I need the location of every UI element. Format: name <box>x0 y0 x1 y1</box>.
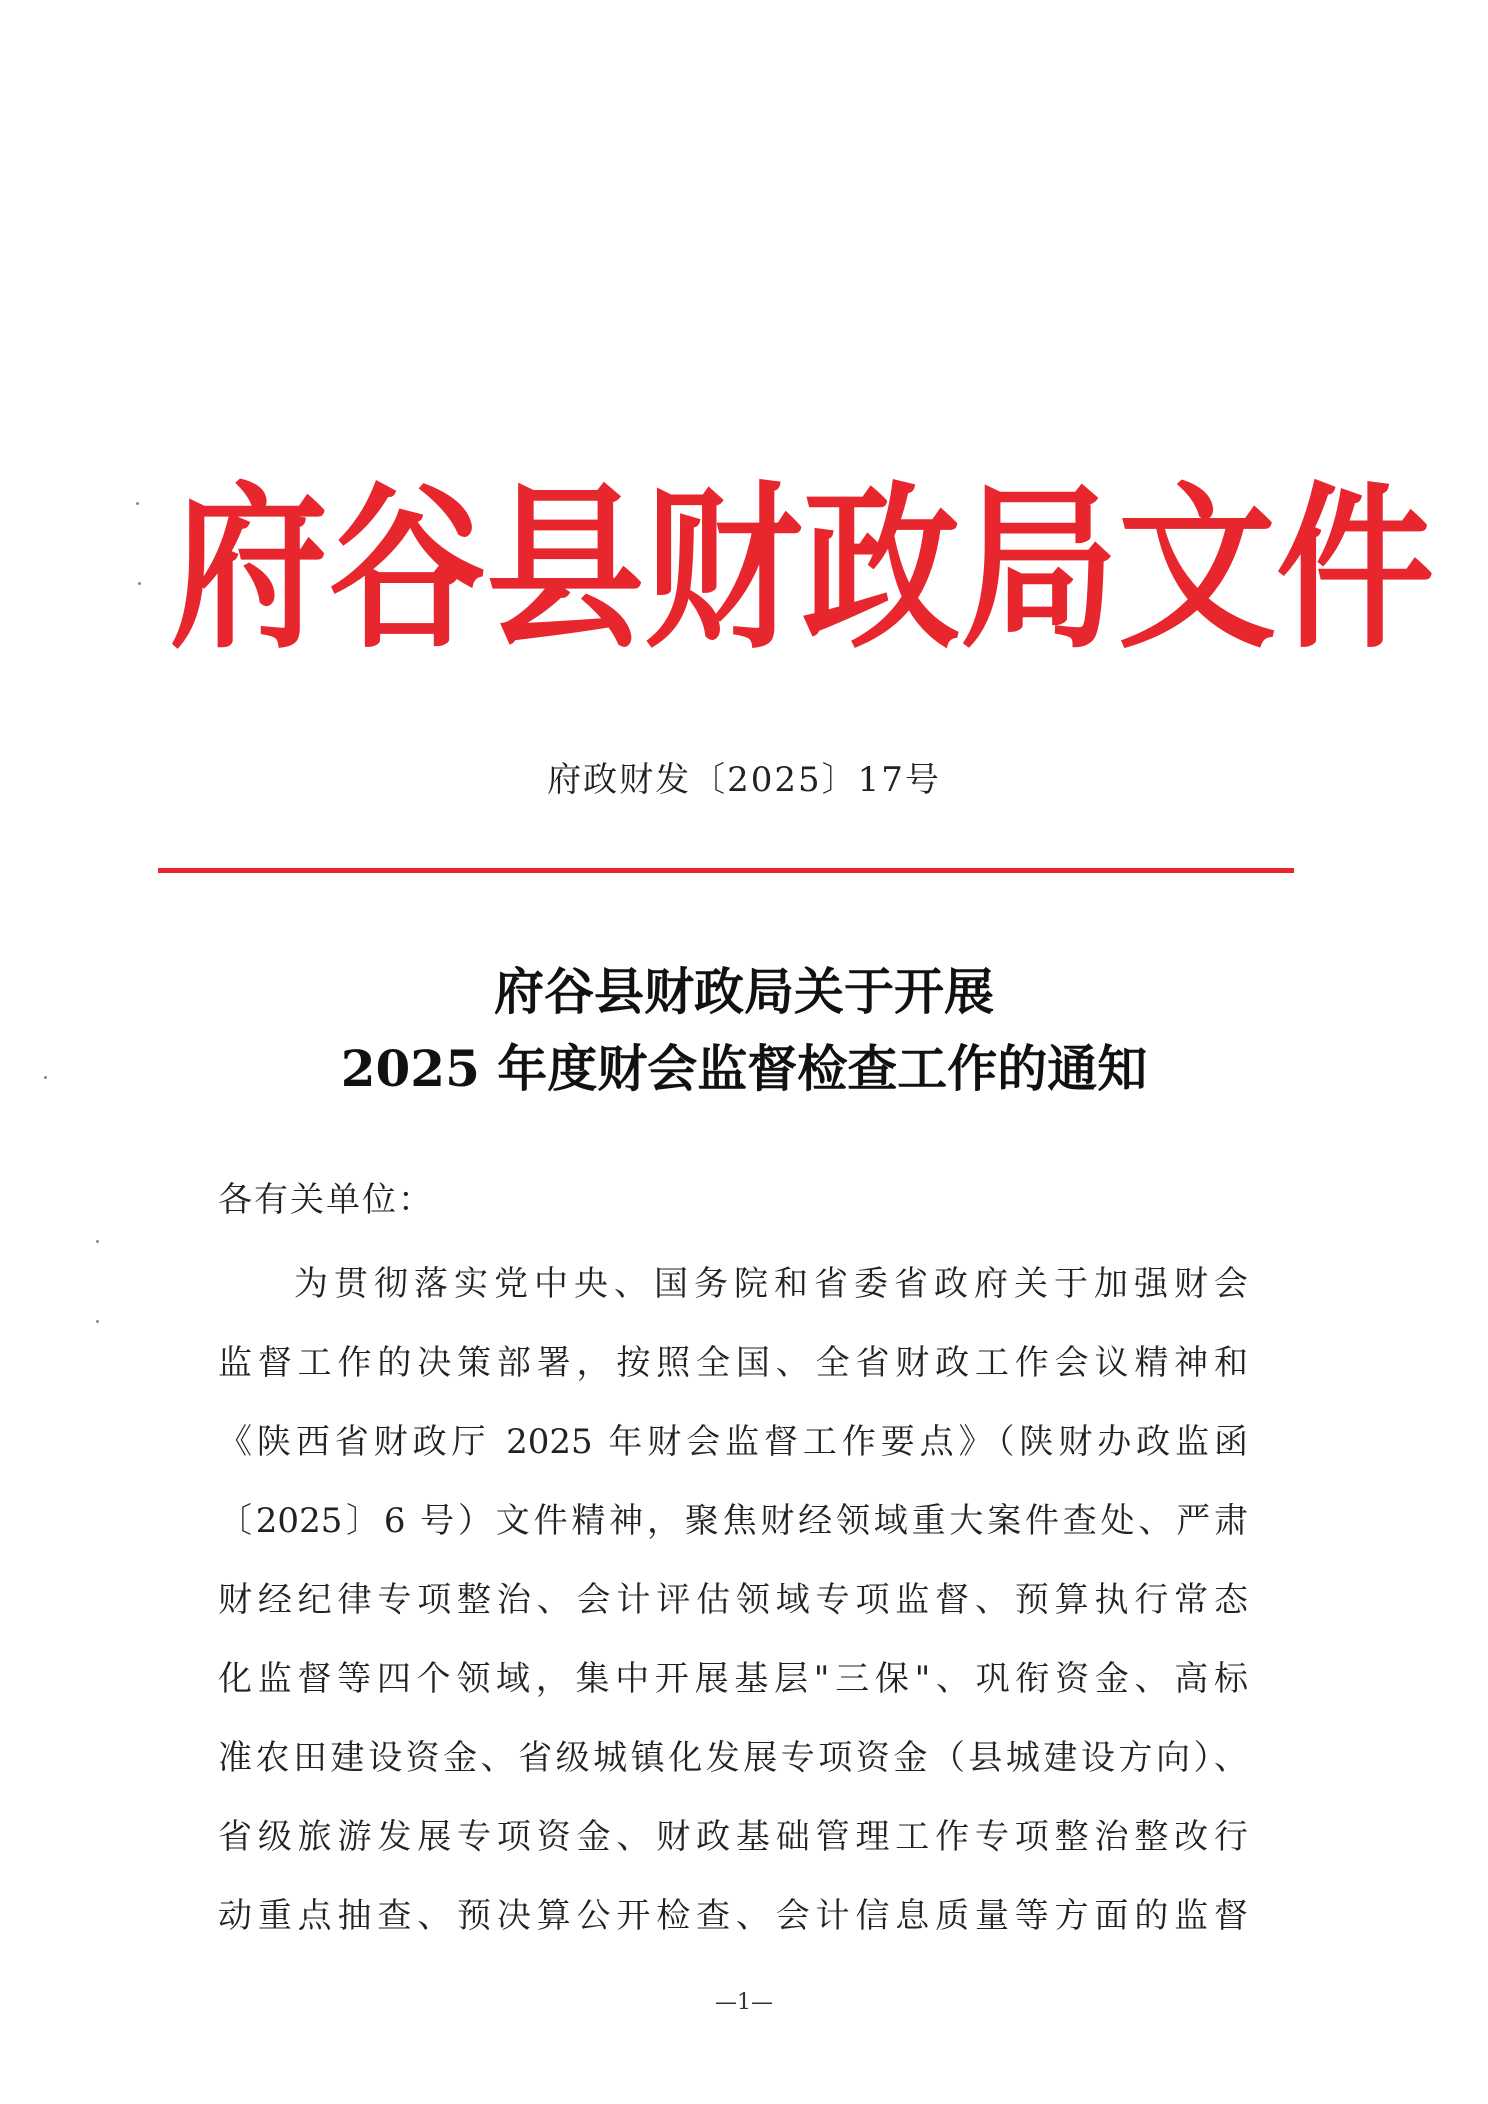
masthead-char: 局 <box>960 465 1118 674</box>
masthead-char: 县 <box>486 465 644 674</box>
body-line: 化监督等四个领域，集中开展基层"三保"、巩衔资金、高标 <box>218 1659 1248 1699</box>
body-line: 为贯彻落实党中央、国务院和省委省政府关于加强财会 <box>294 1264 1248 1304</box>
body-line: 准农田建设资金、省级城镇化发展专项资金（县城建设方向）、 <box>218 1738 1248 1778</box>
body-paragraph <box>218 1245 1248 1956</box>
page-number: —1— <box>715 1990 773 2015</box>
masthead-char: 财 <box>644 465 802 674</box>
masthead-char: 件 <box>1276 465 1434 674</box>
red-divider <box>158 868 1294 873</box>
masthead-char: 府 <box>170 465 328 674</box>
document-number: 府政财发〔2025〕17号 <box>547 760 941 800</box>
scan-speck <box>96 1320 99 1323</box>
body-line: 财经纪律专项整治、会计评估领域专项监督、预算执行常态 <box>218 1580 1248 1620</box>
scan-speck <box>138 582 141 585</box>
body-line: 〔2025〕6 号）文件精神，聚焦财经领域重大案件查处、严肃 <box>218 1501 1248 1541</box>
salutation: 各有关单位： <box>218 1180 434 1220</box>
document-title-line-2: 2025 年度财会监督检查工作的通知 <box>340 1039 1148 1098</box>
body-line: 省级旅游发展专项资金、财政基础管理工作专项整治整改行 <box>218 1817 1248 1857</box>
masthead-char: 谷 <box>328 465 486 674</box>
body-line: 《陕西省财政厅 2025 年财会监督工作要点》（陕财办政监函 <box>218 1422 1248 1462</box>
masthead <box>170 465 1434 674</box>
masthead-char: 政 <box>802 465 960 674</box>
masthead-char: 文 <box>1118 465 1276 674</box>
body-line: 动重点抽查、预决算公开检查、会计信息质量等方面的监督 <box>218 1896 1248 1936</box>
scan-speck <box>96 1240 99 1243</box>
scan-speck <box>136 502 139 505</box>
body-line: 监督工作的决策部署，按照全国、全省财政工作会议精神和 <box>218 1343 1248 1383</box>
document-title-line-1: 府谷县财政局关于开展 <box>494 962 994 1021</box>
